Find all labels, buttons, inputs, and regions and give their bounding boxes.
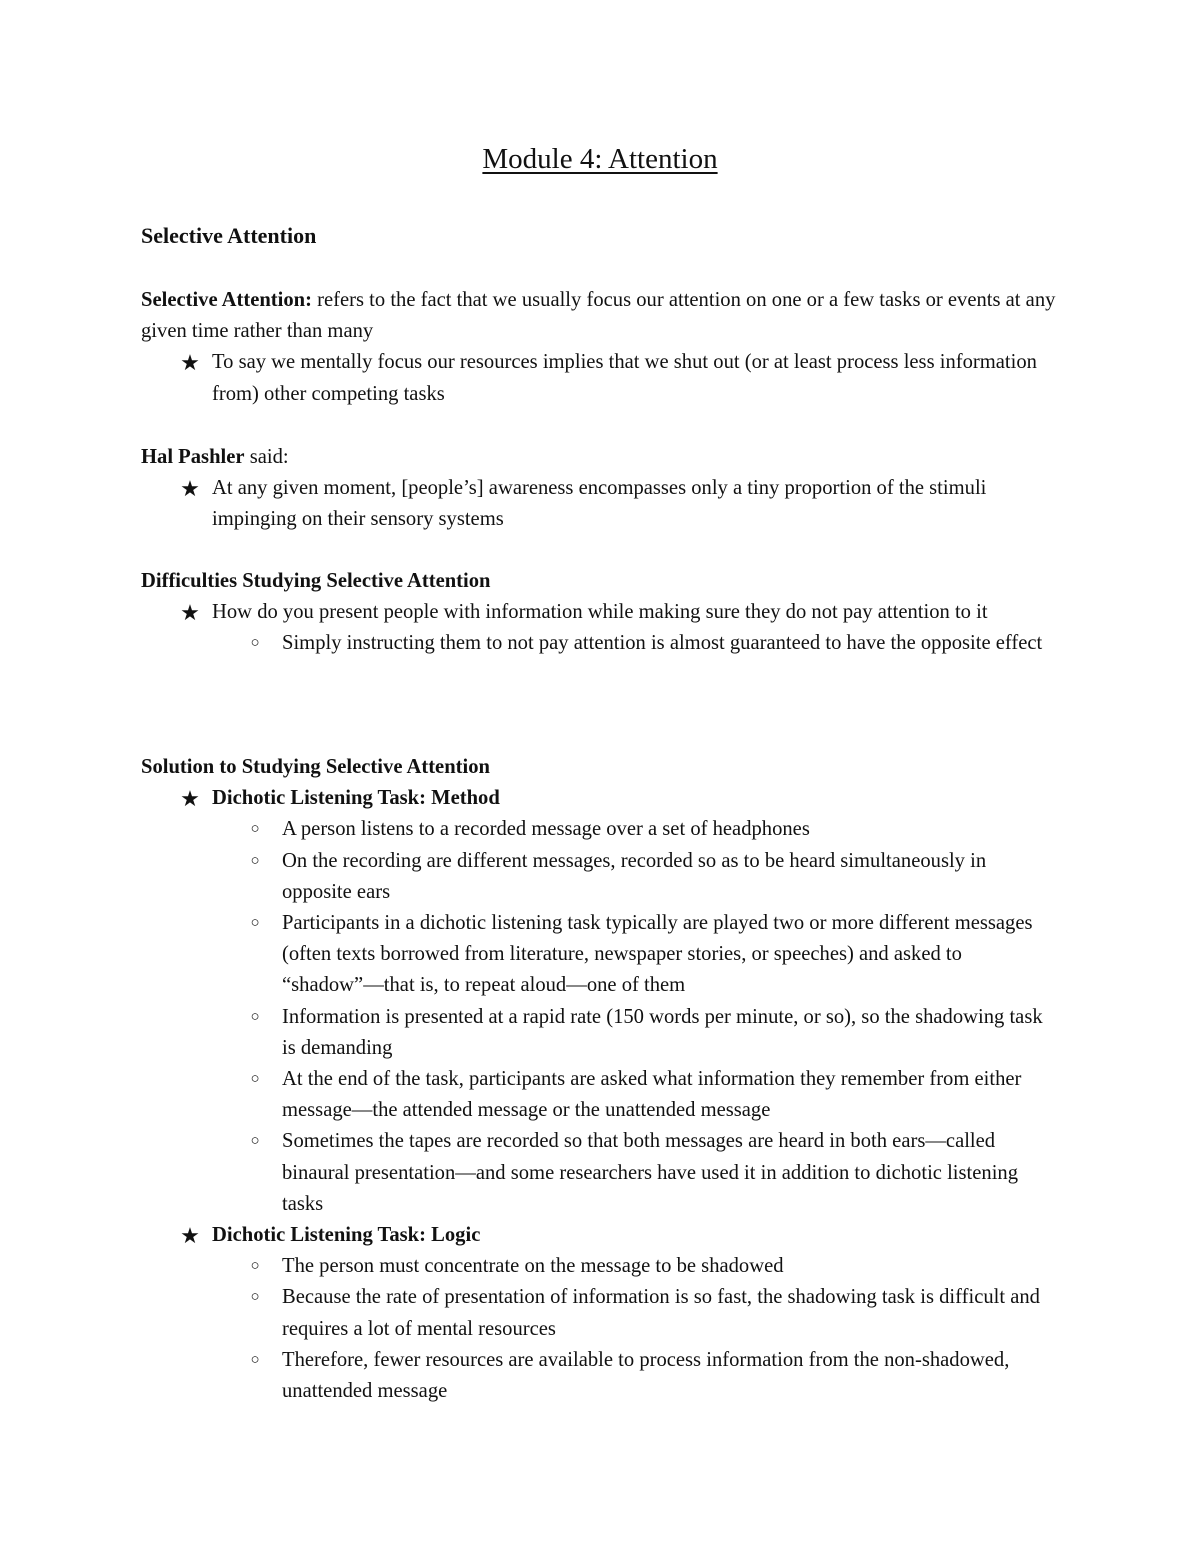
list-item	[141, 1126, 1059, 1220]
sub-bullet-text: On the recording are different messages, recorded so as to be heard simultaneously in opposite ears	[282, 849, 987, 903]
list-item	[141, 1064, 1059, 1126]
circle-bullet-icon: ○	[250, 1258, 260, 1275]
star-bullet-icon: ★	[180, 786, 200, 812]
sub-bullet-text: Sometimes the tapes are recorded so that both messages are heard in both ears—called binaural presentation—and some researchers have used it in addition to dichotic listening tasks	[282, 1130, 1019, 1215]
bullet-text: At any given moment, [people’s] awareness encompasses only a tiny proportion of the stimuli impinging on their sensory systems	[212, 477, 987, 531]
list-item	[141, 1251, 1059, 1282]
method-label: Dichotic Listening Task: Method	[212, 787, 500, 810]
circle-bullet-icon: ○	[250, 1008, 260, 1025]
sub-bullet-text: A person listens to a recorded message over a set of headphones	[282, 818, 810, 841]
pashler-line	[141, 442, 1059, 473]
circle-bullet-icon: ○	[250, 821, 260, 838]
circle-bullet-icon: ○	[250, 1133, 260, 1150]
sub-bullet-text: Therefore, fewer resources are available to process information from the non-shadowed, unattended message	[282, 1348, 1010, 1403]
list-item	[141, 597, 1059, 628]
difficulties-block	[141, 566, 1059, 660]
logic-label: Dichotic Listening Task: Logic	[212, 1224, 481, 1247]
bullet-text: To say we mentally focus our resources implies that we shut out (or at least process less information from) other competing tasks	[212, 351, 1037, 405]
sub-bullet-text: Simply instructing them to not pay attention is almost guaranteed to have the opposite effect	[282, 632, 1043, 655]
circle-bullet-icon: ○	[250, 1289, 260, 1306]
circle-bullet-icon: ○	[250, 915, 260, 932]
star-bullet-icon: ★	[180, 476, 200, 502]
section-heading: Selective Attention	[141, 223, 317, 248]
star-bullet-icon: ★	[180, 1223, 200, 1249]
star-bullet-icon: ★	[180, 600, 200, 626]
list-item	[141, 628, 1059, 659]
solution-heading: Solution to Studying Selective Attention	[141, 756, 490, 778]
sub-bullet-text: At the end of the task, participants are asked what information they remember from either message—the attended message or the unattended message	[282, 1068, 1022, 1122]
sub-bullet-text: Participants in a dichotic listening task typically are played two or more different messages (often texts borrowed from literature, newspaper stories, or speeches) and asked to “shadow”—that is, to repeat aloud—one of them	[282, 912, 1033, 997]
difficulties-heading: Difficulties Studying Selective Attention	[141, 570, 491, 592]
list-item	[141, 1220, 1059, 1251]
pashler-said: said:	[244, 446, 289, 468]
sub-bullet-text: Information is presented at a rapid rate (150 words per minute, or so), so the shadowing task is demanding	[282, 1005, 1043, 1059]
circle-bullet-icon: ○	[250, 635, 260, 652]
definition-term: Selective Attention:	[141, 289, 312, 311]
definition-block	[141, 285, 1059, 410]
definition-paragraph	[141, 285, 1059, 347]
list-item	[141, 814, 1059, 845]
list-item	[141, 347, 1059, 409]
sub-bullet-text: Because the rate of presentation of information is so fast, the shadowing task is difficult and requires a lot of mental resources	[282, 1286, 1040, 1340]
list-item	[141, 473, 1059, 535]
star-bullet-icon: ★	[180, 350, 200, 376]
sub-bullet-text: The person must concentrate on the message to be shadowed	[282, 1255, 784, 1278]
solution-block	[141, 752, 1059, 1407]
list-item	[141, 1282, 1059, 1344]
pashler-block	[141, 442, 1059, 536]
circle-bullet-icon: ○	[250, 1071, 260, 1088]
list-item	[141, 1345, 1059, 1407]
list-item	[141, 846, 1059, 908]
definition-text: refers to the fact that we usually focus our attention on one or a few tasks or events at any given time rather than many	[141, 289, 1056, 343]
page-title: Module 4: Attention	[482, 143, 718, 175]
list-item	[141, 908, 1059, 1002]
circle-bullet-icon: ○	[250, 852, 260, 869]
bullet-text: How do you present people with information while making sure they do not pay attention to it	[212, 601, 988, 624]
list-item	[141, 783, 1059, 814]
list-item	[141, 1002, 1059, 1064]
circle-bullet-icon: ○	[250, 1351, 260, 1368]
pashler-name: Hal Pashler	[141, 446, 245, 468]
